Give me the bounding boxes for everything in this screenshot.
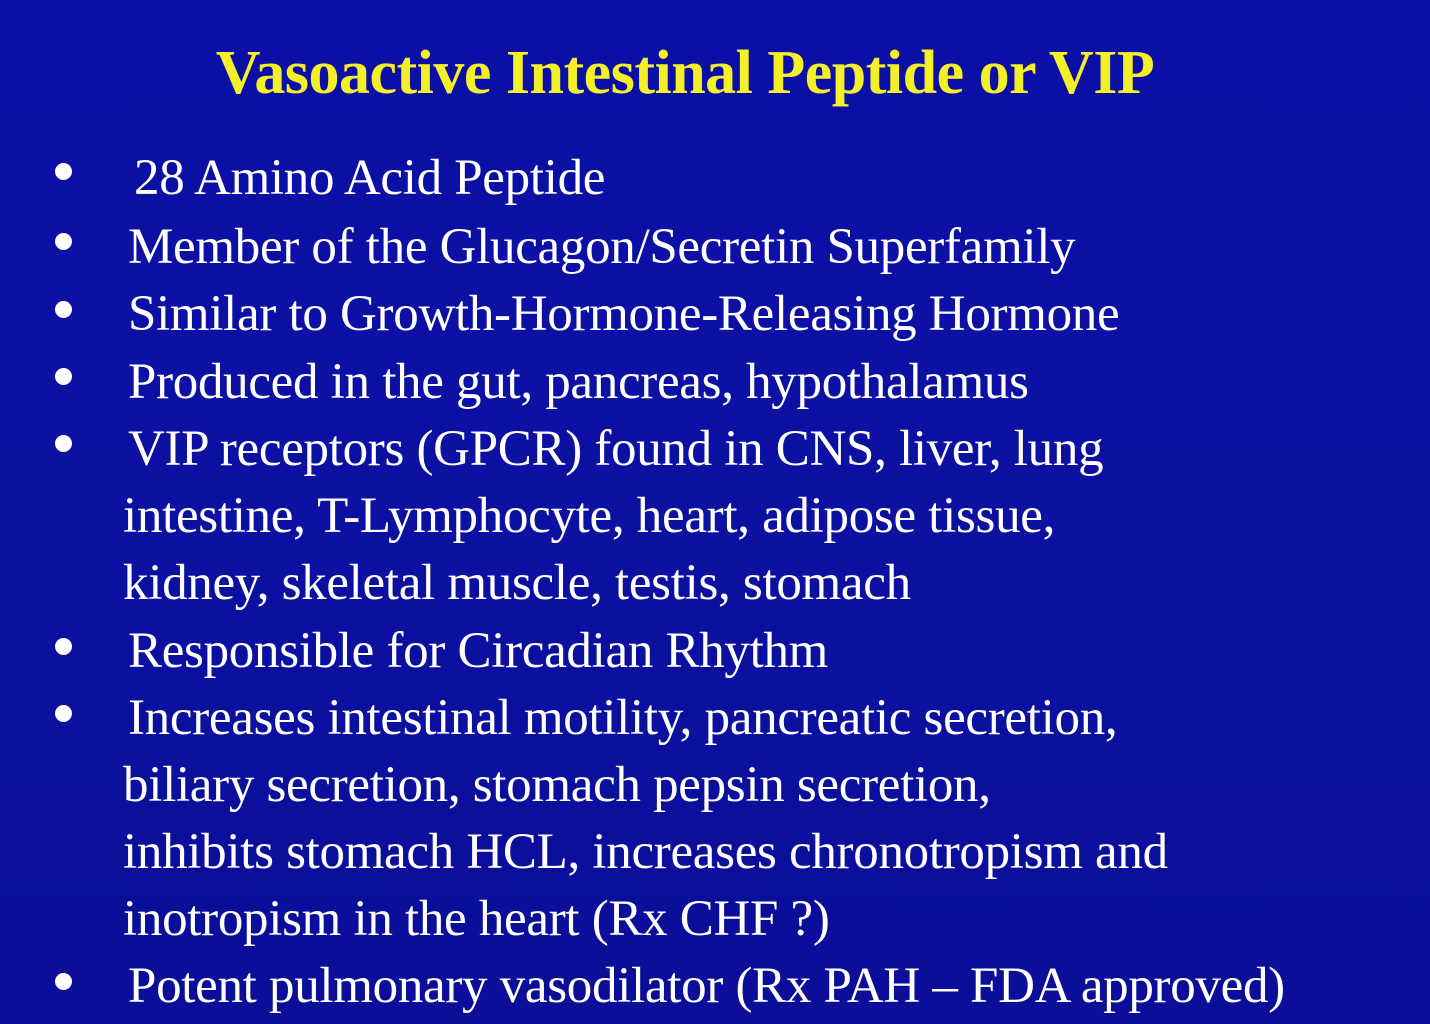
bullet-line: Member of the Glucagon/Secretin Superfamily	[128, 219, 1076, 275]
bullet-line: Similar to Growth-Hormone-Releasing Hormone	[128, 286, 1120, 342]
bullet-line: Increases intestinal motility, pancreatic secretion,	[128, 690, 1118, 746]
bullet-line: biliary secretion, stomach pepsin secretion,	[123, 757, 991, 813]
slide-title: Vasoactive Intestinal Peptide or VIP	[215, 39, 1155, 107]
bullet-dot-icon	[55, 233, 72, 250]
bullet-dot-icon	[55, 301, 72, 318]
bullet-line: inotropism in the heart (Rx CHF ?)	[123, 891, 830, 947]
bullet-dot-icon	[55, 705, 72, 722]
bullet-line: inhibits stomach HCL, increases chronotropism and	[123, 824, 1168, 880]
bullet-line: kidney, skeletal muscle, testis, stomach	[123, 555, 911, 611]
bullet-dot-icon	[55, 973, 72, 990]
bullet-dot-icon	[55, 368, 72, 385]
bullet-dot-icon	[55, 435, 72, 452]
bullet-line: intestine, T-Lymphocyte, heart, adipose tissue,	[123, 488, 1056, 544]
bullet-line: Potent pulmonary vasodilator (Rx PAH – FDA approved)	[128, 958, 1285, 1014]
bullet-dot-icon	[55, 163, 72, 180]
bullet-line: Produced in the gut, pancreas, hypothalamus	[128, 354, 1029, 410]
bullet-dot-icon	[55, 638, 72, 655]
bullet-line: Responsible for Circadian Rhythm	[128, 623, 829, 679]
bullet-line: VIP receptors (GPCR) found in CNS, liver, lung	[128, 421, 1104, 477]
bullet-line: 28 Amino Acid Peptide	[134, 150, 606, 206]
